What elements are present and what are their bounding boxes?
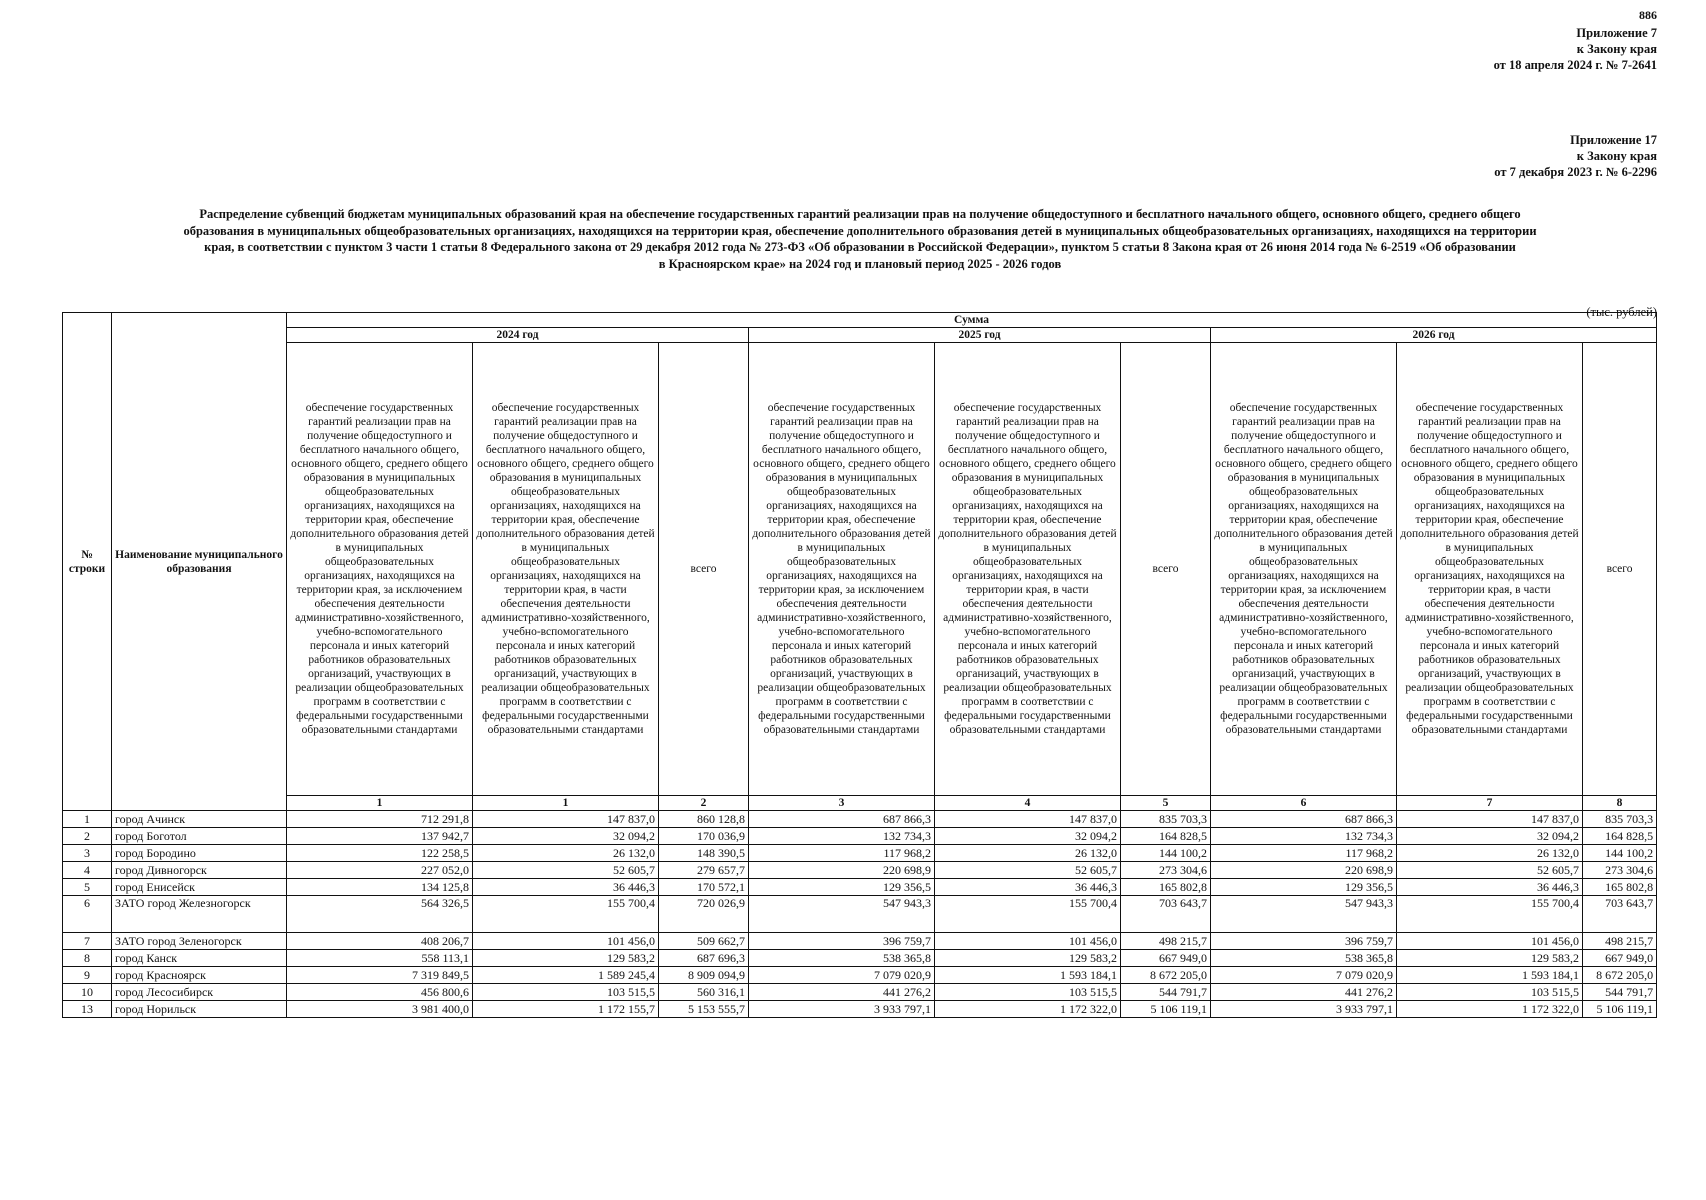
amount-cell: 129 356,5 bbox=[1211, 879, 1397, 896]
amount-cell: 3 981 400,0 bbox=[287, 1001, 473, 1018]
amount-cell: 703 643,7 bbox=[1121, 896, 1211, 933]
amount-cell: 147 837,0 bbox=[473, 811, 659, 828]
amount-cell: 32 094,2 bbox=[1397, 828, 1583, 845]
amount-cell: 164 828,5 bbox=[1121, 828, 1211, 845]
amount-cell: 396 759,7 bbox=[749, 933, 935, 950]
amount-cell: 703 643,7 bbox=[1583, 896, 1657, 933]
amount-cell: 117 968,2 bbox=[1211, 845, 1397, 862]
amount-cell: 36 446,3 bbox=[935, 879, 1121, 896]
amount-cell: 227 052,0 bbox=[287, 862, 473, 879]
amount-cell: 8 672 205,0 bbox=[1583, 967, 1657, 984]
appendix-1-line3: от 18 апреля 2024 г. № 7-2641 bbox=[1493, 58, 1657, 72]
title-line: в Красноярском крае» на 2024 год и плановый период 2025 - 2026 годов bbox=[658, 256, 1062, 271]
amount-cell: 667 949,0 bbox=[1121, 950, 1211, 967]
amount-cell: 52 605,7 bbox=[935, 862, 1121, 879]
header-municipality-name: Наименование муниципального образования bbox=[112, 313, 287, 811]
row-number: 1 bbox=[63, 811, 112, 828]
amount-cell: 52 605,7 bbox=[1397, 862, 1583, 879]
amount-cell: 36 446,3 bbox=[473, 879, 659, 896]
amount-cell: 132 734,3 bbox=[1211, 828, 1397, 845]
header-2026-excluding-support-staff: обеспечение государственных гарантий реализации прав на получение общедоступного и бесплатного начального общего, основного общего, среднего общего образования в муниципальных общеобразовательных организациях, находящихся на территории края, обеспечение дополнительного образования детей в муниципальных общеобразовательных организациях, находящихся на территории края, за исключением обеспечения деятельности административно-хозяйственного, учебно-вспомогательного персонала и иных категорий работников образовательных организаций, участвующих в реализации общеобразовательных программ в соответствии с федеральными государственными образовательными стандартами bbox=[1211, 343, 1397, 796]
appendix-1-line1: Приложение 7 bbox=[1576, 26, 1657, 40]
amount-cell: 147 837,0 bbox=[1397, 811, 1583, 828]
amount-cell: 36 446,3 bbox=[1397, 879, 1583, 896]
appendix-reference-1 bbox=[1494, 25, 1657, 73]
amount-cell: 835 703,3 bbox=[1583, 811, 1657, 828]
title-line: края, в соответствии с пунктом 3 части 1 статьи 8 Федерального закона от 29 декабря 2012 года № 273-ФЗ «Об образовании в Российской Федерации», пунктом 5 статьи 8 Закона края от 26 июня 2014 года № 6-2519 «Об образовании bbox=[204, 240, 1516, 254]
amount-cell: 509 662,7 bbox=[659, 933, 749, 950]
amount-cell: 498 215,7 bbox=[1583, 933, 1657, 950]
header-year-2024: 2024 год bbox=[287, 328, 749, 343]
municipality-name: ЗАТО город Зеленогорск bbox=[112, 933, 287, 950]
amount-cell: 32 094,2 bbox=[473, 828, 659, 845]
amount-cell: 860 128,8 bbox=[659, 811, 749, 828]
amount-cell: 667 949,0 bbox=[1583, 950, 1657, 967]
amount-cell: 220 698,9 bbox=[749, 862, 935, 879]
amount-cell: 137 942,7 bbox=[287, 828, 473, 845]
amount-cell: 134 125,8 bbox=[287, 879, 473, 896]
header-sum: Сумма bbox=[287, 313, 1657, 328]
municipality-name: город Норильск bbox=[112, 1001, 287, 1018]
amount-cell: 8 909 094,9 bbox=[659, 967, 749, 984]
municipality-name: город Бородино bbox=[112, 845, 287, 862]
table-row bbox=[63, 828, 1657, 845]
municipality-name: город Боготол bbox=[112, 828, 287, 845]
row-number: 13 bbox=[63, 1001, 112, 1018]
amount-cell: 148 390,5 bbox=[659, 845, 749, 862]
column-index-cell: 1 bbox=[287, 796, 473, 811]
amount-cell: 538 365,8 bbox=[749, 950, 935, 967]
column-index-cell: 3 bbox=[749, 796, 935, 811]
amount-cell: 687 866,3 bbox=[749, 811, 935, 828]
column-index-cell: 1 bbox=[473, 796, 659, 811]
row-number: 8 bbox=[63, 950, 112, 967]
amount-cell: 5 106 119,1 bbox=[1583, 1001, 1657, 1018]
amount-cell: 32 094,2 bbox=[935, 828, 1121, 845]
column-index-cell: 6 bbox=[1211, 796, 1397, 811]
header-year-2026: 2026 год bbox=[1211, 328, 1657, 343]
appendix-2-line3: от 7 декабря 2023 г. № 6-2296 bbox=[1494, 165, 1657, 179]
amount-cell: 52 605,7 bbox=[473, 862, 659, 879]
amount-cell: 3 933 797,1 bbox=[749, 1001, 935, 1018]
row-number: 7 bbox=[63, 933, 112, 950]
amount-cell: 220 698,9 bbox=[1211, 862, 1397, 879]
amount-cell: 687 696,3 bbox=[659, 950, 749, 967]
amount-cell: 8 672 205,0 bbox=[1121, 967, 1211, 984]
amount-cell: 170 572,1 bbox=[659, 879, 749, 896]
amount-cell: 7 319 849,5 bbox=[287, 967, 473, 984]
amount-cell: 1 172 322,0 bbox=[1397, 1001, 1583, 1018]
table-body bbox=[63, 811, 1657, 1018]
amount-cell: 155 700,4 bbox=[473, 896, 659, 933]
amount-cell: 279 657,7 bbox=[659, 862, 749, 879]
header-2026-support-staff: обеспечение государственных гарантий реализации прав на получение общедоступного и бесплатного начального общего, основного общего, среднего общего образования в муниципальных общеобразовательных организациях, находящихся на территории края, обеспечение дополнительного образования детей в муниципальных общеобразовательных организациях, находящихся на территории края, в части обеспечения деятельности административно-хозяйственного, учебно-вспомогательного персонала и иных категорий работников образовательных организаций, участвующих в реализации общеобразовательных программ в соответствии с федеральными государственными образовательными стандартами bbox=[1397, 343, 1583, 796]
municipality-name: город Ачинск bbox=[112, 811, 287, 828]
table-row bbox=[63, 896, 1657, 933]
amount-cell: 129 356,5 bbox=[749, 879, 935, 896]
table-row bbox=[63, 933, 1657, 950]
amount-cell: 170 036,9 bbox=[659, 828, 749, 845]
amount-cell: 396 759,7 bbox=[1211, 933, 1397, 950]
amount-cell: 165 802,8 bbox=[1121, 879, 1211, 896]
header-year-2025: 2025 год bbox=[749, 328, 1211, 343]
amount-cell: 835 703,3 bbox=[1121, 811, 1211, 828]
amount-cell: 544 791,7 bbox=[1583, 984, 1657, 1001]
amount-cell: 122 258,5 bbox=[287, 845, 473, 862]
amount-cell: 26 132,0 bbox=[935, 845, 1121, 862]
amount-cell: 7 079 020,9 bbox=[749, 967, 935, 984]
table-row bbox=[63, 862, 1657, 879]
header-row-number: № строки bbox=[63, 313, 112, 811]
amount-cell: 144 100,2 bbox=[1583, 845, 1657, 862]
header-2025-support-staff: обеспечение государственных гарантий реализации прав на получение общедоступного и бесплатного начального общего, основного общего, среднего общего образования в муниципальных общеобразовательных организациях, находящихся на территории края, обеспечение дополнительного образования детей в муниципальных общеобразовательных организациях, находящихся на территории края, в части обеспечения деятельности административно-хозяйственного, учебно-вспомогательного персонала и иных категорий работников образовательных организаций, участвующих в реализации общеобразовательных программ в соответствии с федеральными государственными образовательными стандартами bbox=[935, 343, 1121, 796]
amount-cell: 101 456,0 bbox=[473, 933, 659, 950]
amount-cell: 687 866,3 bbox=[1211, 811, 1397, 828]
row-number: 6 bbox=[63, 896, 112, 933]
amount-cell: 7 079 020,9 bbox=[1211, 967, 1397, 984]
appendix-2-line2: к Закону края bbox=[1576, 149, 1657, 163]
column-index-cell: 8 bbox=[1583, 796, 1657, 811]
amount-cell: 3 933 797,1 bbox=[1211, 1001, 1397, 1018]
table-row bbox=[63, 879, 1657, 896]
header-2026-total: всего bbox=[1583, 343, 1657, 796]
amount-cell: 560 316,1 bbox=[659, 984, 749, 1001]
amount-cell: 164 828,5 bbox=[1583, 828, 1657, 845]
header-2025-total: всего bbox=[1121, 343, 1211, 796]
municipality-name: город Лесосибирск bbox=[112, 984, 287, 1001]
amount-cell: 544 791,7 bbox=[1121, 984, 1211, 1001]
column-index-cell: 4 bbox=[935, 796, 1121, 811]
table-row bbox=[63, 984, 1657, 1001]
row-number: 10 bbox=[63, 984, 112, 1001]
title-line: Распределение субвенций бюджетам муниципальных образований края на обеспечение государственных гарантий реализации прав на получение общедоступного и бесплатного начального общего, основного общего, среднего общего bbox=[199, 207, 1521, 221]
title-line: образования в муниципальных общеобразовательных организациях, находящихся на территории края, обеспечение дополнительного образования детей в муниципальных общеобразовательных организациях, находящихся на территории bbox=[183, 223, 1537, 238]
amount-cell: 5 153 555,7 bbox=[659, 1001, 749, 1018]
row-number: 4 bbox=[63, 862, 112, 879]
table-row bbox=[63, 967, 1657, 984]
header-2024-excluding-support-staff: обеспечение государственных гарантий реализации прав на получение общедоступного и бесплатного начального общего, основного общего, среднего общего образования в муниципальных общеобразовательных организациях, находящихся на территории края, обеспечение дополнительного образования детей в муниципальных общеобразовательных организациях, находящихся на территории края, за исключением обеспечения деятельности административно-хозяйственного, учебно-вспомогательного персонала и иных категорий работников образовательных организаций, участвующих в реализации общеобразовательных программ в соответствии с федеральными государственными образовательными стандартами bbox=[287, 343, 473, 796]
amount-cell: 273 304,6 bbox=[1583, 862, 1657, 879]
column-index-row bbox=[63, 796, 1657, 811]
amount-cell: 1 172 155,7 bbox=[473, 1001, 659, 1018]
header-2024-total: всего bbox=[659, 343, 749, 796]
row-number: 2 bbox=[63, 828, 112, 845]
amount-cell: 538 365,8 bbox=[1211, 950, 1397, 967]
amount-cell: 441 276,2 bbox=[749, 984, 935, 1001]
amount-cell: 101 456,0 bbox=[935, 933, 1121, 950]
amount-cell: 5 106 119,1 bbox=[1121, 1001, 1211, 1018]
table-row bbox=[63, 811, 1657, 828]
amount-cell: 441 276,2 bbox=[1211, 984, 1397, 1001]
amount-cell: 1 589 245,4 bbox=[473, 967, 659, 984]
amount-cell: 26 132,0 bbox=[1397, 845, 1583, 862]
column-index-cell: 2 bbox=[659, 796, 749, 811]
amount-cell: 720 026,9 bbox=[659, 896, 749, 933]
amount-cell: 129 583,2 bbox=[935, 950, 1121, 967]
amount-cell: 408 206,7 bbox=[287, 933, 473, 950]
appendix-2-line1: Приложение 17 bbox=[1570, 133, 1657, 147]
amount-cell: 155 700,4 bbox=[935, 896, 1121, 933]
amount-cell: 712 291,8 bbox=[287, 811, 473, 828]
amount-cell: 1 172 322,0 bbox=[935, 1001, 1121, 1018]
amount-cell: 155 700,4 bbox=[1397, 896, 1583, 933]
amount-cell: 147 837,0 bbox=[935, 811, 1121, 828]
row-number: 9 bbox=[63, 967, 112, 984]
appendix-reference-2 bbox=[1494, 132, 1657, 180]
table-row bbox=[63, 845, 1657, 862]
amount-cell: 498 215,7 bbox=[1121, 933, 1211, 950]
amount-cell: 456 800,6 bbox=[287, 984, 473, 1001]
amount-cell: 117 968,2 bbox=[749, 845, 935, 862]
amount-cell: 103 515,5 bbox=[473, 984, 659, 1001]
municipality-name: ЗАТО город Железногорск bbox=[112, 896, 287, 933]
municipality-name: город Красноярск bbox=[112, 967, 287, 984]
row-number: 3 bbox=[63, 845, 112, 862]
amount-cell: 101 456,0 bbox=[1397, 933, 1583, 950]
document-title bbox=[80, 206, 1640, 272]
appendix-1-line2: к Закону края bbox=[1576, 42, 1657, 56]
amount-cell: 129 583,2 bbox=[473, 950, 659, 967]
amount-cell: 26 132,0 bbox=[473, 845, 659, 862]
column-index-cell: 5 bbox=[1121, 796, 1211, 811]
amount-cell: 1 593 184,1 bbox=[935, 967, 1121, 984]
amount-cell: 129 583,2 bbox=[1397, 950, 1583, 967]
page-number: 886 bbox=[1639, 8, 1657, 22]
amount-cell: 273 304,6 bbox=[1121, 862, 1211, 879]
municipality-name: город Канск bbox=[112, 950, 287, 967]
amount-cell: 103 515,5 bbox=[935, 984, 1121, 1001]
column-index-cell: 7 bbox=[1397, 796, 1583, 811]
amount-cell: 165 802,8 bbox=[1583, 879, 1657, 896]
header-2025-excluding-support-staff: обеспечение государственных гарантий реализации прав на получение общедоступного и бесплатного начального общего, основного общего, среднего общего образования в муниципальных общеобразовательных организациях, находящихся на территории края, обеспечение дополнительного образования детей в муниципальных общеобразовательных организациях, находящихся на территории края, за исключением обеспечения деятельности административно-хозяйственного, учебно-вспомогательного персонала и иных категорий работников образовательных организаций, участвующих в реализации общеобразовательных программ в соответствии с федеральными государственными образовательными стандартами bbox=[749, 343, 935, 796]
municipality-name: город Енисейск bbox=[112, 879, 287, 896]
subvention-table bbox=[62, 312, 1657, 1018]
amount-cell: 144 100,2 bbox=[1121, 845, 1211, 862]
units-label: (тыс. рублей) bbox=[1586, 305, 1657, 319]
amount-cell: 547 943,3 bbox=[1211, 896, 1397, 933]
amount-cell: 132 734,3 bbox=[749, 828, 935, 845]
amount-cell: 558 113,1 bbox=[287, 950, 473, 967]
amount-cell: 1 593 184,1 bbox=[1397, 967, 1583, 984]
amount-cell: 103 515,5 bbox=[1397, 984, 1583, 1001]
municipality-name: город Дивногорск bbox=[112, 862, 287, 879]
table-row bbox=[63, 1001, 1657, 1018]
header-2024-support-staff: обеспечение государственных гарантий реализации прав на получение общедоступного и бесплатного начального общего, основного общего, среднего общего образования в муниципальных общеобразовательных организациях, находящихся на территории края, обеспечение дополнительного образования детей в муниципальных общеобразовательных организациях, находящихся на территории края, в части обеспечения деятельности административно-хозяйственного, учебно-вспомогательного персонала и иных категорий работников образовательных организаций, участвующих в реализации общеобразовательных программ в соответствии с федеральными государственными образовательными стандартами bbox=[473, 343, 659, 796]
amount-cell: 547 943,3 bbox=[749, 896, 935, 933]
row-number: 5 bbox=[63, 879, 112, 896]
table-row bbox=[63, 950, 1657, 967]
amount-cell: 564 326,5 bbox=[287, 896, 473, 933]
